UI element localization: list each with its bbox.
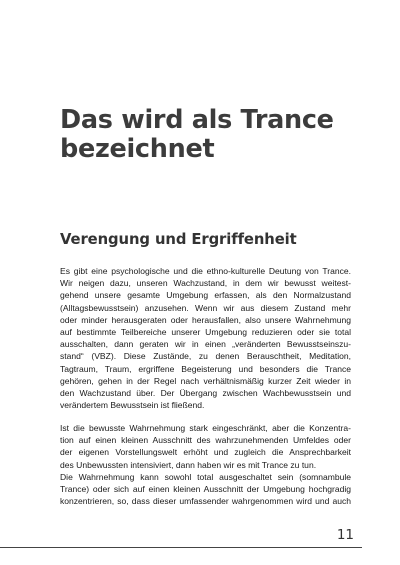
text-line: der eigenen Vorstellungswelt erhöht und zugleich die Ansprechbarkeit [60,447,351,458]
paragraph-2 [60,422,351,507]
text-line: Die Wahrnehmung kann sowohl total ausgeschaltet sein (somnambule [60,471,351,482]
text-line: tion auf einen kleinen Ausschnitt des wahrzunehmenden Umfeldes oder [60,435,351,446]
text-line: Es gibt eine psychologische und die ethno-kulturelle Deutung von Trance. [60,266,351,276]
section-title: Verengung und Ergriffenheit [60,231,297,248]
paragraph-1 [60,265,351,411]
text-line: stand“ (VBZ). Diese Zustände, zu denen Berauschtheit, Meditation, [60,351,351,362]
text-line: ausschalten, dann geraten wir in einen „veränderten Bewusstseinszu- [60,339,351,350]
page-number: 11 [336,527,354,543]
text-line: gehören, gehen in der Regel nach verhältnismäßig kurzer Zeit wieder in [60,375,351,386]
text-line: Trance) oder sich auf einen kleinen Ausschnitt der Umgebung hochgradig [60,484,351,495]
text-line: (Alltagsbewusstsein) anzusehen. Wenn wir aus diesem Zustand mehr [60,302,351,313]
text-line: Tagtraum, Traum, ergriffene Begeisterung und besonders die Trance [60,363,351,374]
text-line: Ist die bewusste Wahrnehmung stark eingeschränkt, aber die Konzentra- [60,423,351,433]
footer-rule [0,547,362,548]
text-line: den Wachzustand über. Der Übergang zwischen Wachbewusstsein und [60,388,351,399]
text-line: auf bestimmte Teilbereiche unserer Umgebung reduzieren oder sie total [60,327,351,338]
text-line: oder minder herausgeraten oder herausfallen, also unsere Wahrnehmung [60,314,351,325]
chapter-title [60,106,360,164]
text-line: gehend unsere gesamte Umgebung erfassen, als den Normalzustand [60,290,351,301]
text-line: konzentrieren, so, dass dieser umfassender wahrgenommen wird und auch [60,496,351,507]
chapter-title-line-1: Das wird als Trance [60,105,334,135]
text-line: Wir neigen dazu, unseren Wachzustand, in dem wir bewusst weitest- [60,278,351,289]
chapter-title-line-2: bezeichnet [60,134,215,164]
text-line: verändertem Bewusstsein ist fließend. [60,400,205,411]
text-line: des Unbewussten intensiviert, dann haben wir es mit Trance zu tun. [60,459,317,470]
